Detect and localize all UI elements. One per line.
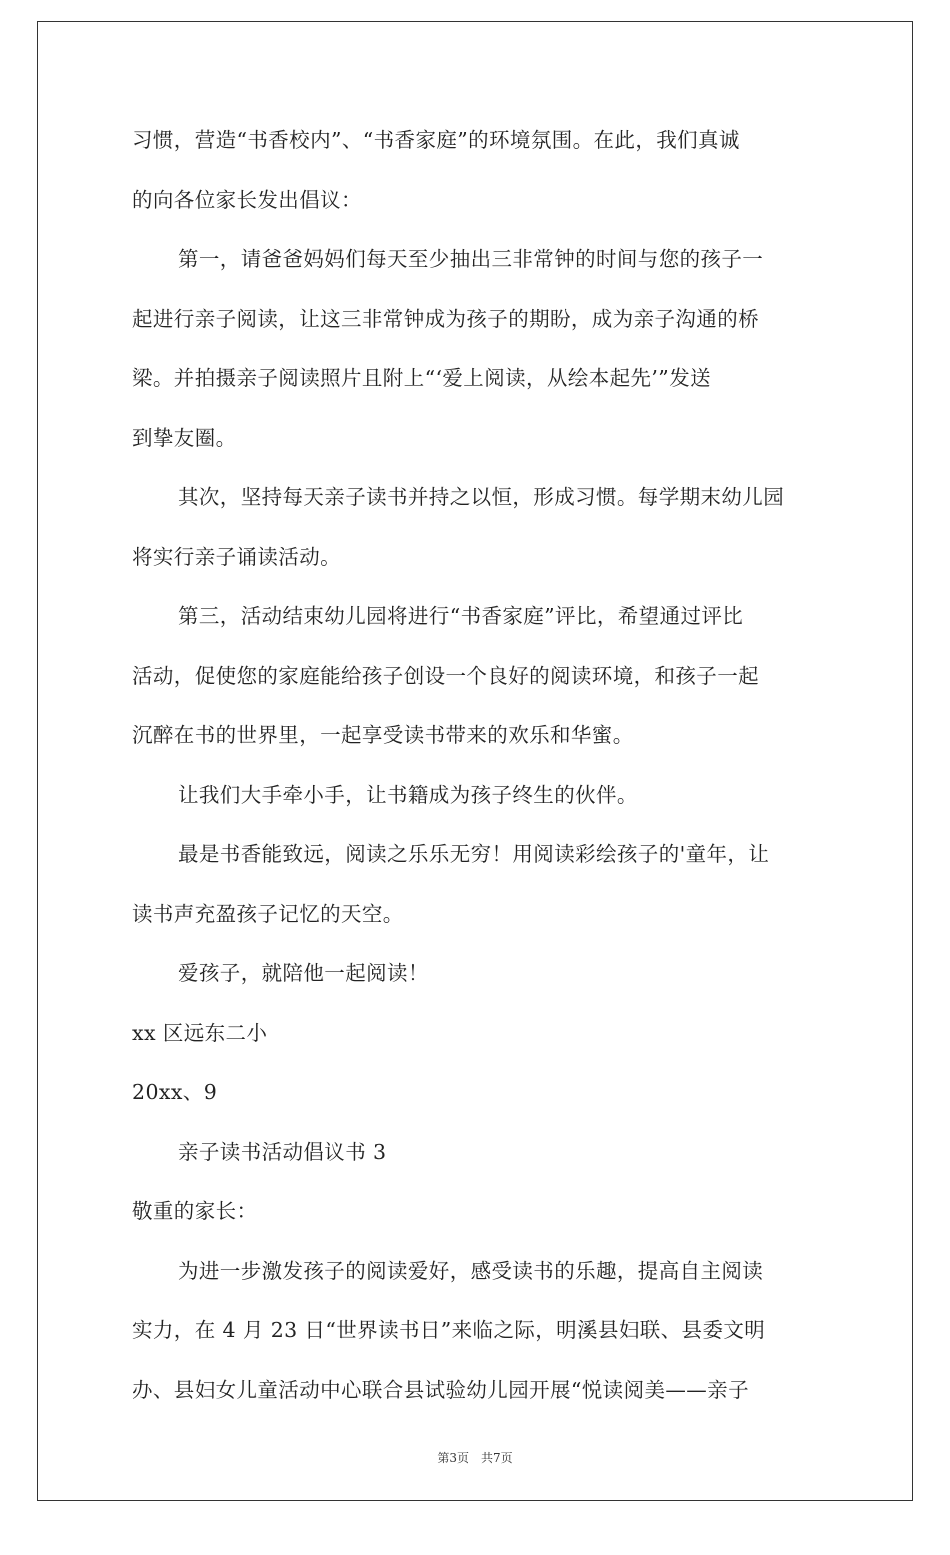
signature-date: 20xx、9	[132, 1080, 218, 1104]
text-line: 将实行亲子诵读活动。	[132, 545, 341, 569]
text-line: 其次，坚持每天亲子读书并持之以恒，形成习惯。每学期末幼儿园	[178, 485, 785, 509]
text-line: 习惯，营造“书香校内”、“书香家庭”的环境氛围。在此，我们真诚	[132, 128, 740, 152]
text-line: 到挚友圈。	[132, 426, 237, 450]
text-line: 读书声充盈孩子记忆的天空。	[132, 902, 404, 926]
section-title: 亲子读书活动倡议书 3	[178, 1140, 387, 1164]
text-line: 实力，在 4 月 23 日“世界读书日”来临之际，明溪县妇联、县委文明	[132, 1318, 766, 1342]
text-line: 让我们大手牵小手，让书籍成为孩子终生的伙伴。	[178, 783, 638, 807]
text-line: 第三，活动结束幼儿园将进行“书香家庭”评比，希望通过评比	[178, 604, 744, 628]
page-number: 第3页 共7页	[437, 1451, 513, 1465]
salutation: 敬重的家长：	[132, 1199, 258, 1223]
text-line: 沉醉在书的世界里，一起享受读书带来的欢乐和华蜜。	[132, 723, 634, 747]
signature-org: xx 区远东二小	[132, 1021, 268, 1045]
text-line: 最是书香能致远，阅读之乐乐无穷！用阅读彩绘孩子的'童年，让	[178, 842, 770, 866]
text-line: 起进行亲子阅读，让这三非常钟成为孩子的期盼，成为亲子沟通的桥	[132, 307, 759, 331]
text-line: 第一，请爸爸妈妈们每天至少抽出三非常钟的时间与您的孩子一	[178, 247, 764, 271]
text-line: 梁。并拍摄亲子阅读照片且附上“‘爱上阅读，从绘本起先’”发送	[132, 366, 711, 390]
text-line: 活动，促使您的家庭能给孩子创设一个良好的阅读环境，和孩子一起	[132, 664, 759, 688]
text-line: 爱孩子，就陪他一起阅读！	[178, 961, 429, 985]
text-line: 为进一步激发孩子的阅读爱好，感受读书的乐趣，提高自主阅读	[178, 1259, 764, 1283]
text-line: 办、县妇女儿童活动中心联合县试验幼儿园开展“悦读阅美——亲子	[132, 1378, 749, 1402]
text-line: 的向各位家长发出倡议：	[132, 188, 362, 212]
